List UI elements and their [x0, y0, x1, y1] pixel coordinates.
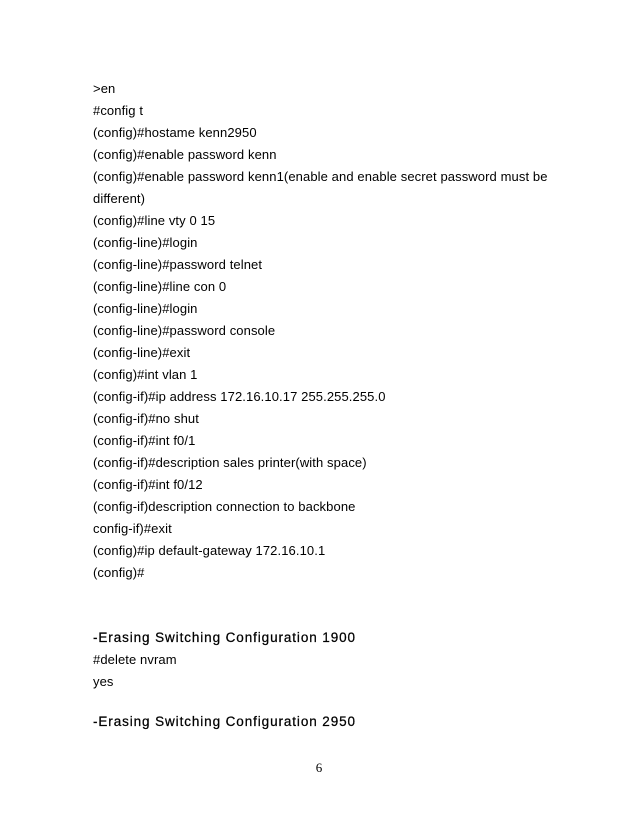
command-line: yes — [93, 674, 114, 689]
section-heading-1900: -Erasing Switching Configuration 1900 — [93, 630, 356, 645]
page-number: 6 — [315, 760, 323, 775]
section-heading-2950: -Erasing Switching Configuration 2950 — [93, 714, 356, 729]
command-line: (config-if)description connection to backbone — [93, 499, 356, 514]
command-line: (config-line)#login — [93, 301, 198, 316]
command-line: (config)#line vty 0 15 — [93, 213, 216, 228]
command-line: (config-if)#description sales printer(with space) — [93, 455, 367, 470]
command-line: (config-line)#login — [93, 235, 198, 250]
command-line: (config)#enable password kenn1(enable and enable secret password must be — [93, 169, 548, 184]
command-line: (config-if)#int f0/1 — [93, 433, 196, 448]
command-line: config-if)#exit — [93, 521, 172, 536]
command-line: (config-if)#ip address 172.16.10.17 255.255.255.0 — [93, 389, 386, 404]
command-line: #config t — [93, 103, 144, 118]
command-line: (config-if)#no shut — [93, 411, 199, 426]
command-line: (config-line)#line con 0 — [93, 279, 227, 294]
command-line: (config-line)#password console — [93, 323, 276, 338]
command-line: different) — [93, 191, 146, 206]
command-line: (config-line)#password telnet — [93, 257, 263, 272]
command-line: (config)#enable password kenn — [93, 147, 277, 162]
command-line: (config)# — [93, 565, 145, 580]
command-line: (config-if)#int f0/12 — [93, 477, 203, 492]
command-line: (config)#ip default-gateway 172.16.10.1 — [93, 543, 326, 558]
command-line: (config-line)#exit — [93, 345, 191, 360]
command-line: >en — [93, 81, 116, 96]
command-line: #delete nvram — [93, 652, 177, 667]
command-line: (config)#int vlan 1 — [93, 367, 198, 382]
command-line: (config)#hostame kenn2950 — [93, 125, 257, 140]
